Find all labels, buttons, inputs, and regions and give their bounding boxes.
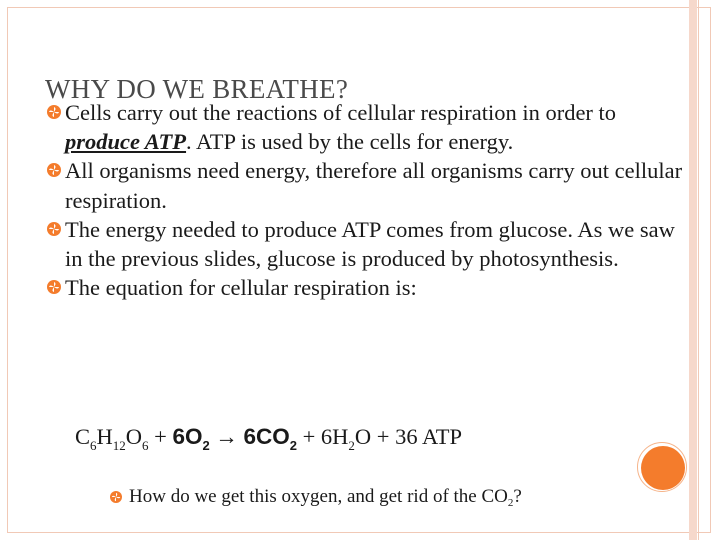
sub-bullet-text: ? bbox=[513, 486, 522, 507]
bullet-text: The equation for cellular respiration is: bbox=[65, 275, 417, 301]
bullet-item bbox=[45, 215, 685, 273]
eq-subscript: 6 bbox=[90, 438, 97, 453]
eq-subscript: 12 bbox=[112, 438, 126, 453]
bullet-item bbox=[45, 156, 685, 214]
pinwheel-bullet-icon bbox=[47, 222, 61, 236]
sub-bullet-item bbox=[110, 486, 522, 509]
eq-text: + bbox=[148, 424, 173, 449]
pinwheel-bullet-icon bbox=[110, 491, 122, 503]
eq-arrow: → bbox=[209, 424, 244, 449]
eq-text: O + 36 ATP bbox=[354, 424, 463, 449]
bullet-text: All organisms need energy, therefore all organisms carry out cellular respiration. bbox=[65, 158, 683, 213]
eq-text: C bbox=[75, 424, 91, 449]
bullet-list bbox=[45, 98, 685, 302]
eq-subscript: 2 bbox=[289, 438, 297, 453]
sub-bullet-subscript: 2 bbox=[507, 497, 514, 509]
eq-carbon-dioxide: 6CO bbox=[243, 424, 290, 449]
bullet-text: The energy needed to produce ATP comes from glucose. As we saw in the previous slides, glucose is produced by photosynthesis. bbox=[65, 216, 675, 272]
eq-text: H bbox=[96, 424, 113, 449]
bullet-item bbox=[45, 273, 685, 302]
slide-title: WHY DO WE BREATHE? bbox=[45, 74, 349, 104]
decorative-circle bbox=[641, 446, 685, 490]
sub-bullet-text: How do we get this oxygen, and get rid of the CO bbox=[129, 486, 508, 507]
eq-text: + 6H bbox=[296, 424, 349, 449]
eq-subscript: 2 bbox=[348, 438, 355, 453]
pinwheel-bullet-icon bbox=[47, 163, 61, 177]
decorative-strip bbox=[689, 0, 697, 540]
pinwheel-bullet-icon bbox=[47, 105, 61, 119]
decorative-line bbox=[698, 0, 699, 540]
pinwheel-bullet-icon bbox=[47, 280, 61, 294]
bullet-text: . ATP is used by the cells for energy. bbox=[186, 129, 514, 155]
eq-oxygen: 6O bbox=[172, 424, 203, 449]
respiration-equation bbox=[75, 424, 462, 454]
bullet-text: Cells carry out the reactions of cellular respiration in order to bbox=[65, 100, 617, 125]
eq-subscript: 2 bbox=[202, 438, 210, 453]
eq-subscript: 6 bbox=[142, 438, 149, 453]
bullet-item bbox=[45, 98, 685, 156]
eq-text: O bbox=[125, 424, 143, 449]
emphasis-text: produce ATP bbox=[65, 129, 187, 155]
